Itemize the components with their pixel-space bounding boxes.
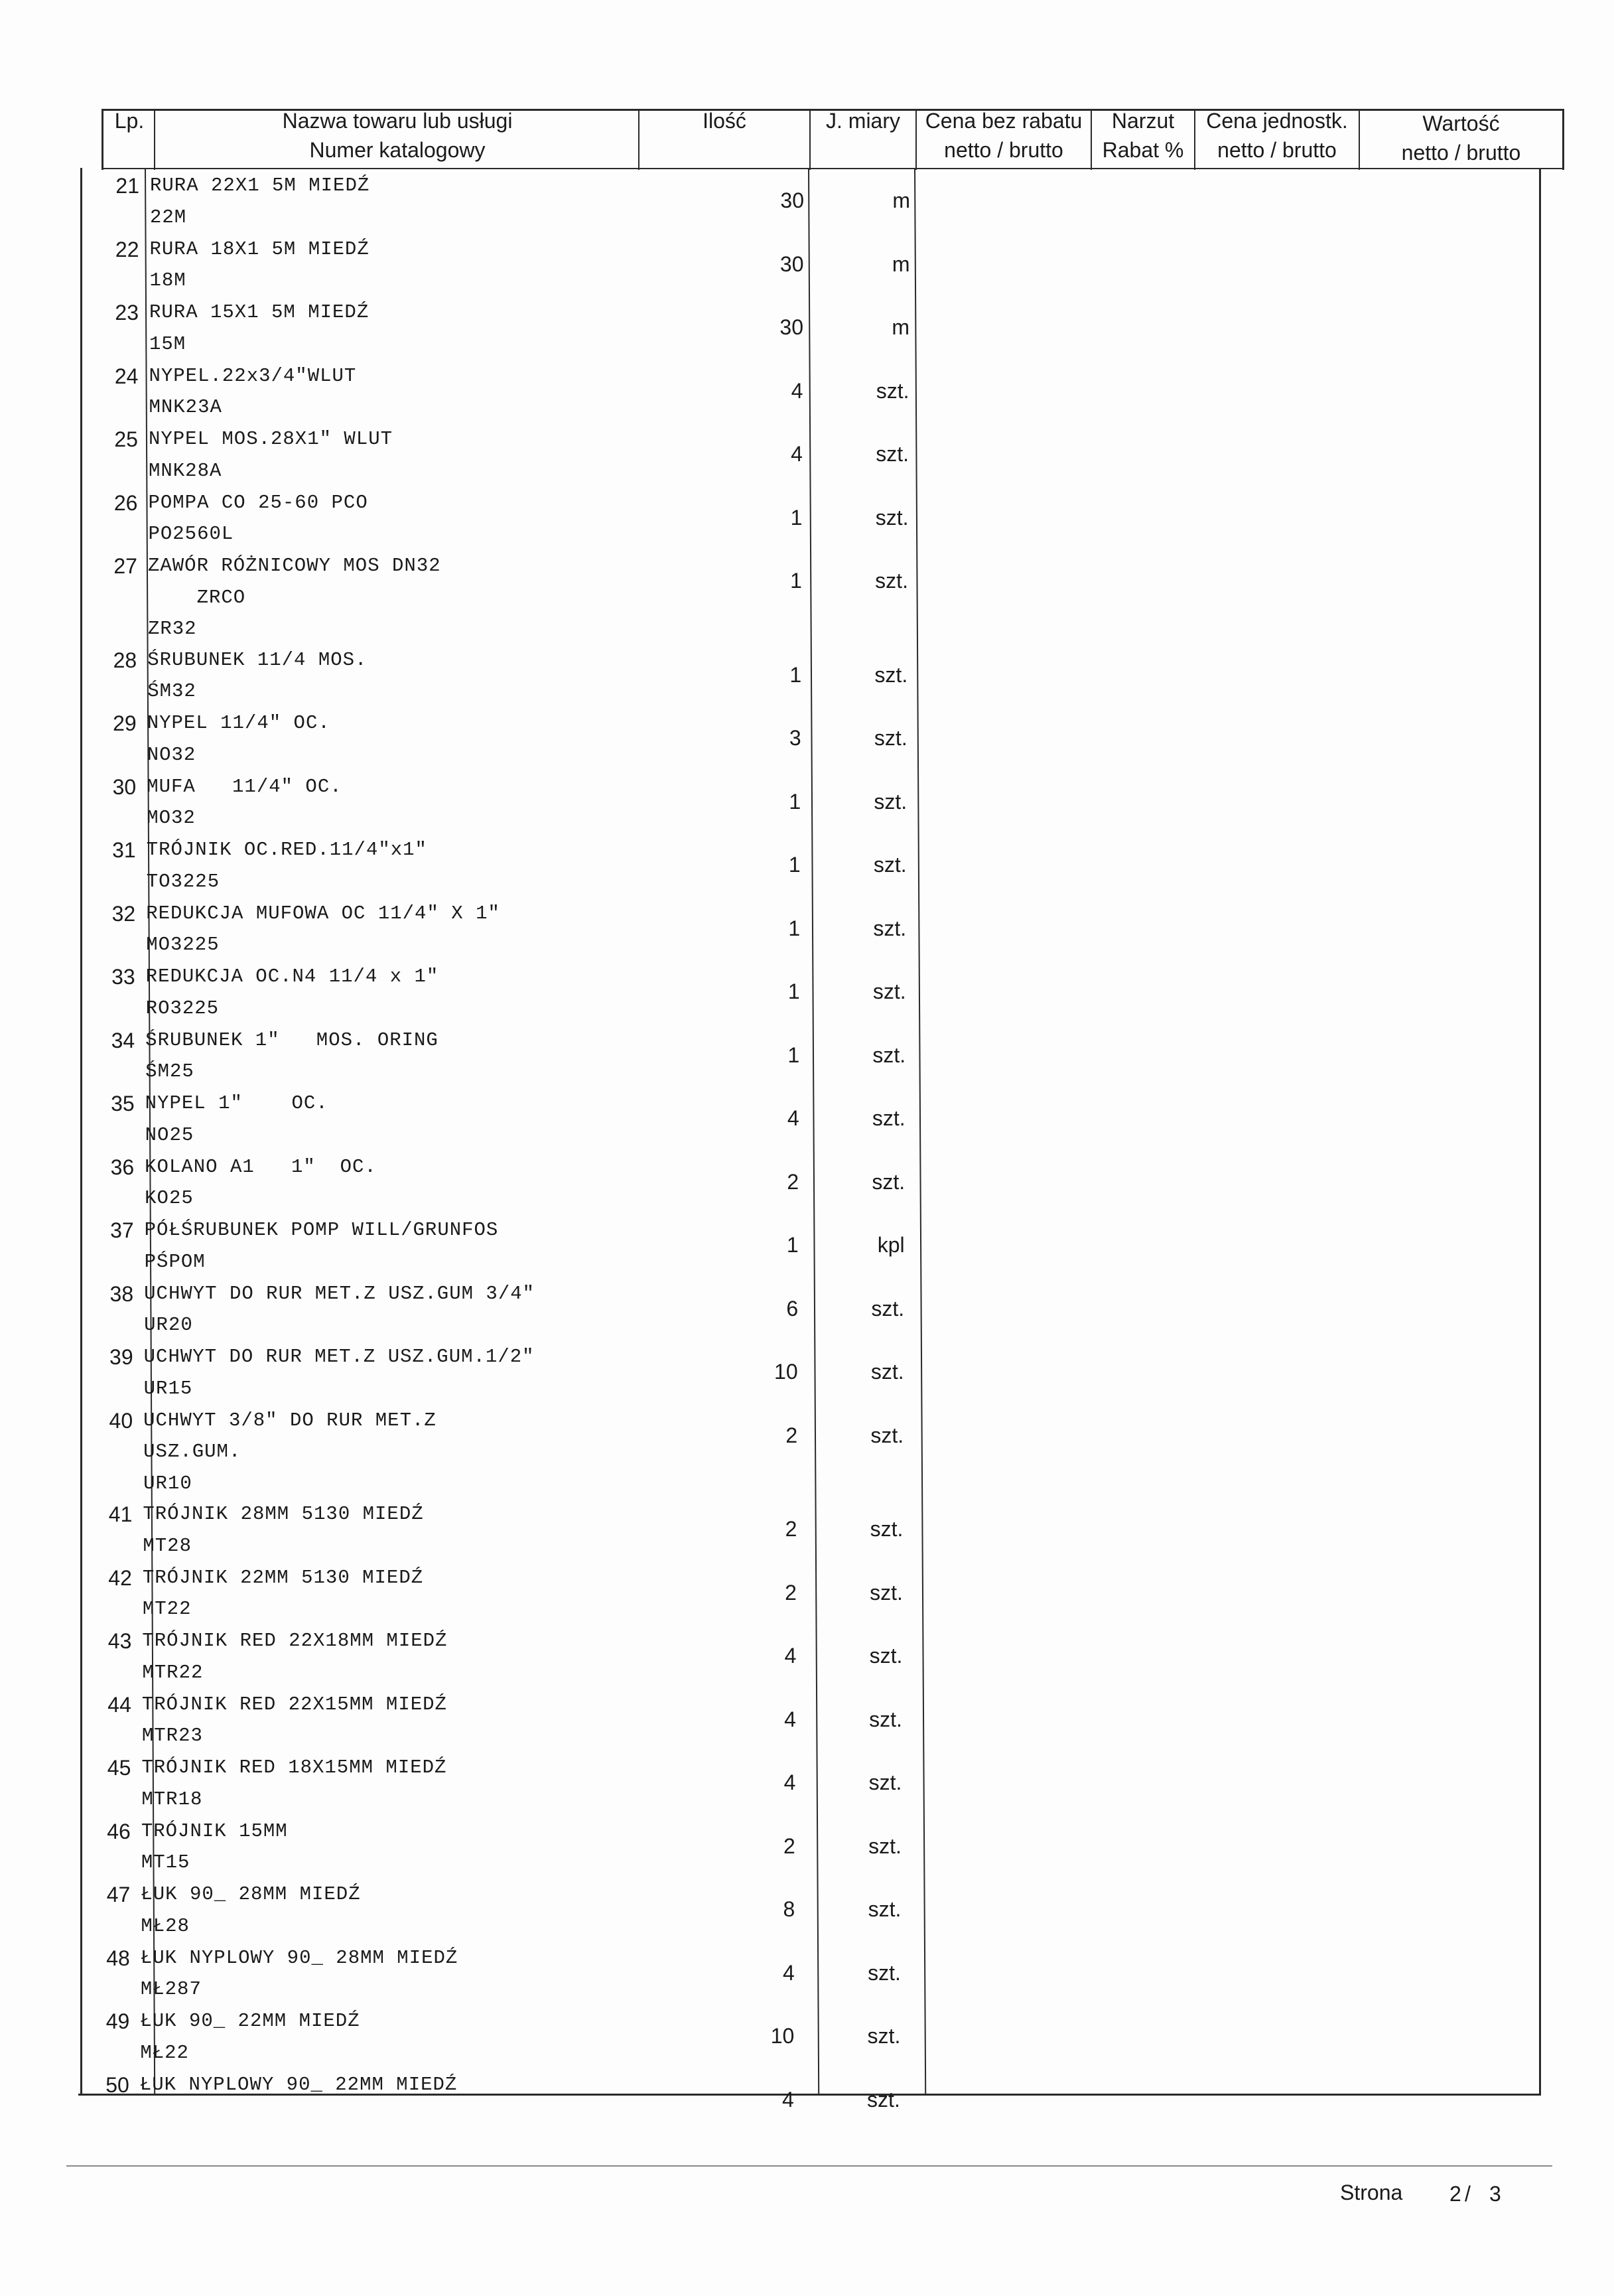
header-markup (1092, 106, 1194, 165)
row-lp: 34 (111, 1028, 135, 1052)
row-unit: szt. (874, 726, 908, 750)
row-unit: m (892, 315, 909, 339)
row-catalog-number: 18M (149, 269, 186, 291)
row-unit: szt. (867, 2087, 900, 2112)
header-unit (811, 106, 915, 135)
row-unit: szt. (872, 1169, 906, 1194)
row-lp: 24 (114, 364, 139, 388)
row-item-name: REDUKCJA OC.N4 11/4 x 1" (145, 966, 439, 987)
row-catalog-number: MT22 (142, 1598, 192, 1620)
row-qty: 4 (783, 1770, 796, 1794)
col-sep-name-body (808, 168, 819, 2095)
row-lp: 36 (110, 1155, 135, 1179)
row-lp: 28 (113, 648, 137, 672)
row-lp: 43 (107, 1629, 132, 1653)
row-catalog-number: KO25 (145, 1187, 194, 1209)
row-item-name: TRÓJNIK RED 18X15MM MIEDŹ (141, 1757, 447, 1778)
row-catalog-number: PO2560L (148, 523, 234, 545)
page-label: Strona (1340, 2181, 1403, 2204)
row-qty: 1 (790, 569, 802, 593)
row-qty: 10 (770, 2024, 795, 2048)
row-unit: szt. (870, 1517, 904, 1541)
row-item-name: RURA 18X1 5M MIEDŹ (149, 238, 370, 260)
row-qty: 4 (791, 378, 803, 403)
row-catalog-number: MŁ22 (140, 2041, 189, 2064)
row-item-name: UCHWYT DO RUR MET.Z USZ.GUM.1/2" (143, 1346, 535, 1368)
row-catalog-number: UR15 (143, 1377, 193, 1399)
row-catalog-number: MTR18 (141, 1788, 203, 1810)
row-item-name: ŁUK NYPLOWY 90_ 28MM MIEDŹ (140, 1946, 458, 1969)
row-lp: 21 (115, 174, 139, 198)
row-item-name: TRÓJNIK 28MM 5130 MIEDŹ (143, 1503, 424, 1525)
header-qty-label: Ilość (703, 109, 746, 133)
row-item-name: TRÓJNIK 22MM 5130 MIEDŹ (142, 1566, 424, 1589)
row-catalog-number: NO32 (147, 743, 196, 766)
row-item-name: POMPA CO 25-60 PCO (148, 491, 368, 514)
row-qty: 30 (779, 315, 803, 339)
row-qty: 8 (783, 1897, 795, 1921)
row-qty: 4 (784, 1644, 797, 1668)
row-qty: 4 (784, 1707, 796, 1731)
row-lp: 39 (109, 1345, 133, 1369)
row-item-name: PÓŁŚRUBUNEK POMP WILL/GRUNFOS (144, 1219, 499, 1241)
row-lp: 22 (115, 237, 139, 261)
row-catalog-number: MTR22 (142, 1661, 204, 1684)
row-lp: 29 (113, 711, 137, 735)
row-item-name: NYPEL.22x3/4"WLUT (149, 364, 357, 387)
row-catalog-number: UR10 (143, 1472, 192, 1494)
row-item-name: RURA 22X1 5M MIEDŹ (150, 175, 370, 196)
row-item-name: USZ.GUM. (143, 1441, 241, 1463)
row-item-name: ZAWÓR RÓŻNICOWY MOS DN32 (147, 555, 441, 577)
row-unit: szt. (870, 1360, 904, 1384)
row-lp: 41 (108, 1502, 133, 1526)
row-lp: 46 (107, 1819, 131, 1843)
row-item-name: NYPEL MOS.28X1" WLUT (148, 428, 393, 450)
row-unit: szt. (874, 662, 908, 687)
row-catalog-number: ŚM25 (145, 1060, 194, 1082)
row-qty: 2 (785, 1580, 797, 1605)
row-qty: 3 (789, 726, 801, 750)
row-catalog-number: ŚM32 (147, 680, 196, 702)
row-unit: szt. (872, 1106, 906, 1130)
row-catalog-number: MT15 (141, 1851, 190, 1873)
row-catalog-number: ZR32 (147, 618, 197, 640)
row-qty: 4 (782, 2087, 794, 2112)
row-lp: 33 (111, 965, 135, 989)
header-unit-label: J. miary (826, 109, 900, 133)
row-qty: 1 (788, 916, 801, 940)
row-unit: szt. (872, 1042, 906, 1067)
header-name-line2: Numer katalogowy (309, 138, 486, 162)
row-qty: 4 (791, 442, 803, 466)
row-item-name: NYPEL 11/4" OC. (147, 712, 330, 734)
row-qty: 6 (786, 1296, 799, 1321)
row-unit: szt. (873, 916, 907, 940)
row-unit: szt. (875, 569, 908, 593)
footer-divider (66, 2165, 1552, 2167)
row-item-name: TRÓJNIK RED 22X18MM MIEDŹ (142, 1630, 448, 1652)
row-lp: 31 (112, 838, 136, 862)
row-lp: 30 (112, 774, 137, 799)
row-catalog-number: 22M (150, 206, 187, 228)
row-unit: szt. (869, 1644, 903, 1668)
row-lp: 26 (113, 490, 138, 515)
row-item-name: KOLANO A1 1" OC. (145, 1155, 377, 1178)
row-item-name: ŁUK NYPLOWY 90_ 22MM MIEDŹ (139, 2073, 458, 2096)
table-left-border (101, 109, 103, 170)
header-unitprice (1195, 106, 1359, 165)
row-item-name: TRÓJNIK 15MM (141, 1820, 288, 1842)
row-catalog-number: MO3225 (146, 934, 220, 956)
row-catalog-number: MTR23 (141, 1725, 203, 1747)
header-value-line2: netto / brutto (1401, 141, 1521, 165)
header-price-line2: netto / brutto (944, 138, 1063, 162)
header-lp (106, 106, 153, 135)
row-lp: 40 (109, 1408, 133, 1433)
row-lp: 49 (105, 2009, 130, 2033)
header-price-line1: Cena bez rabatu (925, 109, 1083, 133)
table-right-border (1562, 109, 1564, 170)
row-qty: 2 (785, 1517, 797, 1541)
row-unit: szt. (870, 1423, 904, 1447)
row-qty: 4 (783, 1960, 795, 1985)
row-item-name: ŁUK 90_ 22MM MIEDŹ (140, 2010, 360, 2032)
table-right-border-body (1539, 168, 1541, 2095)
row-qty: 30 (779, 251, 804, 276)
col-sep-lp (154, 109, 155, 170)
row-unit: szt. (871, 1296, 905, 1321)
row-item-name: RURA 15X1 5M MIEDŹ (149, 301, 370, 323)
header-value-line1: Wartość (1422, 111, 1500, 135)
row-item-name: REDUKCJA MUFOWA OC 11/4" X 1" (146, 902, 500, 924)
row-item-name: TRÓJNIK RED 22X15MM MIEDŹ (141, 1693, 447, 1715)
row-lp: 42 (108, 1565, 132, 1590)
row-item-name: UCHWYT 3/8" DO RUR MET.Z (143, 1409, 437, 1431)
header-name (157, 106, 638, 165)
row-unit: szt. (873, 853, 907, 877)
header-name-line1: Nazwa towaru lub usługi (282, 109, 513, 133)
row-qty: 2 (783, 1833, 795, 1858)
row-qty: 2 (787, 1169, 799, 1194)
row-catalog-number: NO25 (145, 1123, 194, 1146)
row-item-name: ŚRUBUNEK 11/4 MOS. (147, 648, 368, 671)
row-catalog-number: MO32 (147, 807, 196, 829)
header-bottom-border (101, 168, 1564, 169)
row-lp: 44 (107, 1692, 131, 1717)
row-lp: 47 (106, 1883, 131, 1906)
row-lp: 37 (110, 1218, 134, 1242)
header-unitprice-line2: netto / brutto (1217, 138, 1337, 162)
row-catalog-number: MNK28A (148, 459, 222, 482)
row-item-name: ŁUK 90_ 28MM MIEDŹ (141, 1883, 361, 1905)
row-qty: 1 (787, 1042, 800, 1067)
row-catalog-number: MT28 (143, 1534, 192, 1557)
row-unit: szt. (875, 505, 909, 530)
header-markup-line2: Rabat % (1102, 138, 1184, 162)
row-unit: szt. (867, 2024, 901, 2048)
page-total: 3 (1489, 2182, 1501, 2206)
row-qty: 1 (789, 662, 802, 687)
row-unit: szt. (876, 378, 909, 403)
row-qty: 1 (786, 1233, 799, 1257)
row-unit: szt. (868, 1770, 902, 1794)
row-item-name: TRÓJNIK OC.RED.11/4"x1" (146, 839, 427, 861)
header-markup-line1: Narzut (1111, 109, 1175, 133)
row-unit: szt. (876, 442, 909, 466)
row-catalog-number: PŚPOM (144, 1250, 206, 1273)
row-qty: 1 (787, 979, 800, 1003)
row-lp: 35 (111, 1092, 135, 1115)
row-item-name: ZRCO (147, 586, 246, 609)
row-catalog-number: MNK23A (149, 396, 222, 418)
row-qty: 2 (785, 1423, 798, 1447)
header-qty (639, 106, 809, 135)
row-lp: 50 (105, 2072, 129, 2097)
row-qty: 1 (788, 853, 801, 877)
row-qty: 10 (774, 1360, 798, 1384)
row-lp: 38 (109, 1281, 134, 1306)
row-unit: m (892, 251, 910, 276)
row-unit: m (892, 188, 910, 212)
row-item-name: ŚRUBUNEK 1" MOS. ORING (145, 1029, 438, 1051)
row-lp: 27 (113, 554, 137, 578)
row-catalog-number: TO3225 (146, 870, 220, 893)
row-catalog-number: MŁ28 (141, 1914, 190, 1937)
row-item-name: MUFA 11/4" OC. (147, 775, 342, 798)
header-value (1360, 109, 1562, 167)
row-unit: szt. (868, 1897, 902, 1921)
row-lp: 23 (115, 301, 139, 324)
row-lp: 45 (107, 1756, 131, 1780)
row-catalog-number: 15M (149, 332, 186, 355)
row-qty: 30 (780, 188, 804, 212)
row-lp: 48 (106, 1946, 130, 1970)
row-unit: szt. (874, 789, 908, 814)
row-unit: szt. (872, 979, 906, 1003)
row-catalog-number: UR20 (144, 1314, 193, 1336)
page-current: 2 (1449, 2182, 1461, 2206)
row-catalog-number: MŁ287 (140, 1978, 202, 2000)
row-item-name: NYPEL 1" OC. (145, 1092, 328, 1114)
table-left-border-body (80, 168, 82, 2095)
row-unit: kpl (877, 1233, 905, 1257)
header-unitprice-line1: Cena jednostk. (1206, 109, 1348, 133)
row-catalog-number: RO3225 (145, 997, 220, 1019)
header-lp-label: Lp. (114, 109, 145, 133)
row-item-name: UCHWYT DO RUR MET.Z USZ.GUM 3/4" (144, 1282, 535, 1305)
page-separator: / (1465, 2182, 1471, 2206)
row-lp: 25 (114, 427, 138, 451)
row-unit: szt. (868, 1960, 901, 1985)
row-lp: 32 (111, 901, 136, 926)
row-qty: 1 (789, 789, 801, 814)
row-unit: szt. (868, 1833, 902, 1858)
col-sep-unit-body (914, 168, 926, 2095)
row-unit: szt. (870, 1580, 903, 1605)
row-qty: 4 (787, 1106, 799, 1130)
header-price (917, 106, 1091, 165)
row-unit: szt. (869, 1707, 902, 1731)
row-qty: 1 (790, 505, 803, 530)
